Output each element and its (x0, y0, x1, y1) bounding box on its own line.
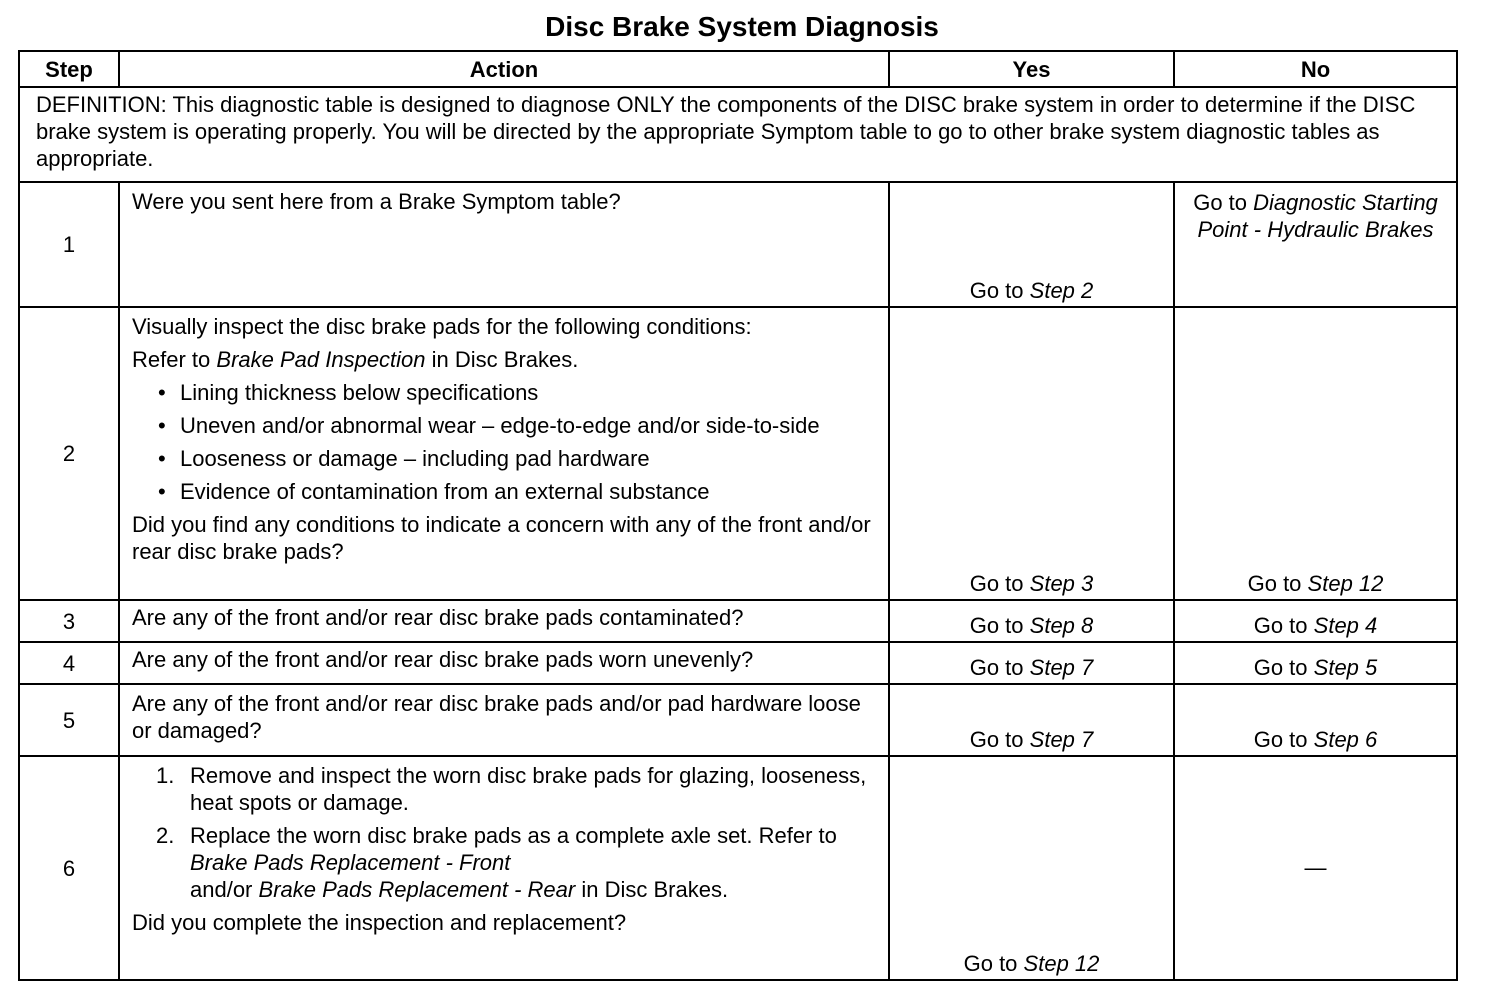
step-number: 3 (19, 600, 119, 642)
no-cell (1174, 182, 1457, 307)
goto-prefix: Go to (1253, 613, 1308, 638)
yes-cell (889, 642, 1174, 684)
list-item-text: in Disc Brakes. (581, 877, 729, 902)
list-item-text: Replace the worn disc brake pads as a complete axle set. Refer to (190, 823, 837, 848)
step-number: 5 (19, 684, 119, 756)
header-yes: Yes (889, 51, 1174, 87)
action-cell (119, 684, 889, 756)
no-target: Step 4 (1313, 613, 1378, 638)
yes-cell (889, 756, 1174, 980)
item-number: 2. (156, 823, 175, 848)
goto-prefix: Go to (969, 571, 1024, 596)
no-cell (1174, 307, 1457, 600)
item-number: 1. (156, 763, 175, 788)
table-row (19, 182, 1457, 307)
no-target: Step 12 (1307, 571, 1384, 596)
refer-suffix: in Disc Brakes. (431, 347, 579, 372)
action-intro: Visually inspect the disc brake pads for the following conditions: (132, 314, 752, 339)
no-target: Step 6 (1313, 727, 1378, 752)
goto-prefix: Go to (1253, 655, 1308, 680)
table-row (19, 684, 1457, 756)
action-cell (119, 642, 889, 684)
goto-prefix: Go to (1253, 727, 1308, 752)
table-row (19, 600, 1457, 642)
list-item (156, 478, 876, 505)
yes-target: Step 12 (1023, 951, 1100, 976)
no-target: Diagnostic Starting Point - Hydraulic Brakes (1197, 190, 1438, 242)
diagnosis-table (18, 50, 1458, 981)
table-row (19, 756, 1457, 980)
list-item-text: Uneven and/or abnormal wear – edge-to-edge and/or side-to-side (180, 413, 820, 438)
action-cell (119, 600, 889, 642)
yes-target: Step 2 (1029, 278, 1094, 303)
refer-prefix: Refer to (132, 347, 211, 372)
list-item-text: Evidence of contamination from an external substance (180, 479, 710, 504)
header-step: Step (19, 51, 119, 87)
yes-cell (889, 684, 1174, 756)
no-cell (1174, 756, 1457, 980)
action-text: Are any of the front and/or rear disc brake pads worn unevenly? (132, 647, 754, 672)
goto-prefix: Go to (963, 951, 1018, 976)
action-cell (119, 756, 889, 980)
list-item-text: Lining thickness below specifications (180, 380, 539, 405)
no-cell (1174, 642, 1457, 684)
no-cell (1174, 600, 1457, 642)
list-item-text: Remove and inspect the worn disc brake pads for glazing, looseness, heat spots or damage. (190, 763, 867, 815)
definition-text: DEFINITION: This diagnostic table is designed to diagnose ONLY the components of the DISC brake system in order to determine if the DISC brake system is operating properly. You will be directed by the appropriate Symptom table to go to other brake system diagnostic tables as appropriate. (19, 87, 1457, 182)
header-action: Action (119, 51, 889, 87)
yes-target: Step 3 (1029, 571, 1094, 596)
step-number: 2 (19, 307, 119, 600)
action-question: Did you find any conditions to indicate a concern with any of the front and/or rear disc brake pads? (132, 512, 871, 564)
list-item (156, 379, 876, 406)
no-target: Step 5 (1313, 655, 1378, 680)
list-item (156, 412, 876, 439)
step-number: 1 (19, 182, 119, 307)
no-cell (1174, 684, 1457, 756)
bullet-icon: • (158, 479, 166, 504)
list-item (156, 822, 876, 903)
bullet-icon: • (158, 446, 166, 471)
header-row (19, 51, 1457, 87)
goto-prefix: Go to (969, 655, 1024, 680)
table-row (19, 642, 1457, 684)
refer-line (132, 346, 876, 373)
doc-reference-front: Brake Pads Replacement - Front (190, 850, 511, 875)
goto-prefix: Go to (1247, 571, 1302, 596)
action-text: Are any of the front and/or rear disc brake pads and/or pad hardware loose or damaged? (132, 691, 861, 743)
step-number: 6 (19, 756, 119, 980)
yes-cell (889, 182, 1174, 307)
action-text: Are any of the front and/or rear disc brake pads contaminated? (132, 605, 744, 630)
action-question: Did you complete the inspection and replacement? (132, 910, 627, 935)
list-item (156, 762, 876, 816)
action-cell (119, 307, 889, 600)
procedure-list (132, 762, 876, 903)
yes-target: Step 8 (1029, 613, 1094, 638)
bullet-icon: • (158, 380, 166, 405)
goto-prefix: Go to (969, 727, 1024, 752)
table-row (19, 307, 1457, 600)
list-item-text: Looseness or damage – including pad hardware (180, 446, 650, 471)
goto-prefix: Go to (969, 278, 1024, 303)
refer-doc: Brake Pad Inspection (216, 347, 426, 372)
header-no: No (1174, 51, 1457, 87)
bullet-icon: • (158, 413, 166, 438)
no-value: — (1304, 854, 1327, 880)
goto-prefix: Go to (1193, 190, 1248, 215)
yes-target: Step 7 (1029, 655, 1094, 680)
list-item-text: and/or (190, 877, 253, 902)
definition-row (19, 87, 1457, 182)
action-text: Were you sent here from a Brake Symptom table? (132, 189, 621, 214)
goto-prefix: Go to (969, 613, 1024, 638)
step-number: 4 (19, 642, 119, 684)
yes-target: Step 7 (1029, 727, 1094, 752)
yes-cell (889, 307, 1174, 600)
yes-cell (889, 600, 1174, 642)
condition-list (132, 379, 876, 505)
page-title: Disc Brake System Diagnosis (545, 11, 939, 42)
doc-reference-rear: Brake Pads Replacement - Rear (258, 877, 576, 902)
list-item (156, 445, 876, 472)
action-cell (119, 182, 889, 307)
